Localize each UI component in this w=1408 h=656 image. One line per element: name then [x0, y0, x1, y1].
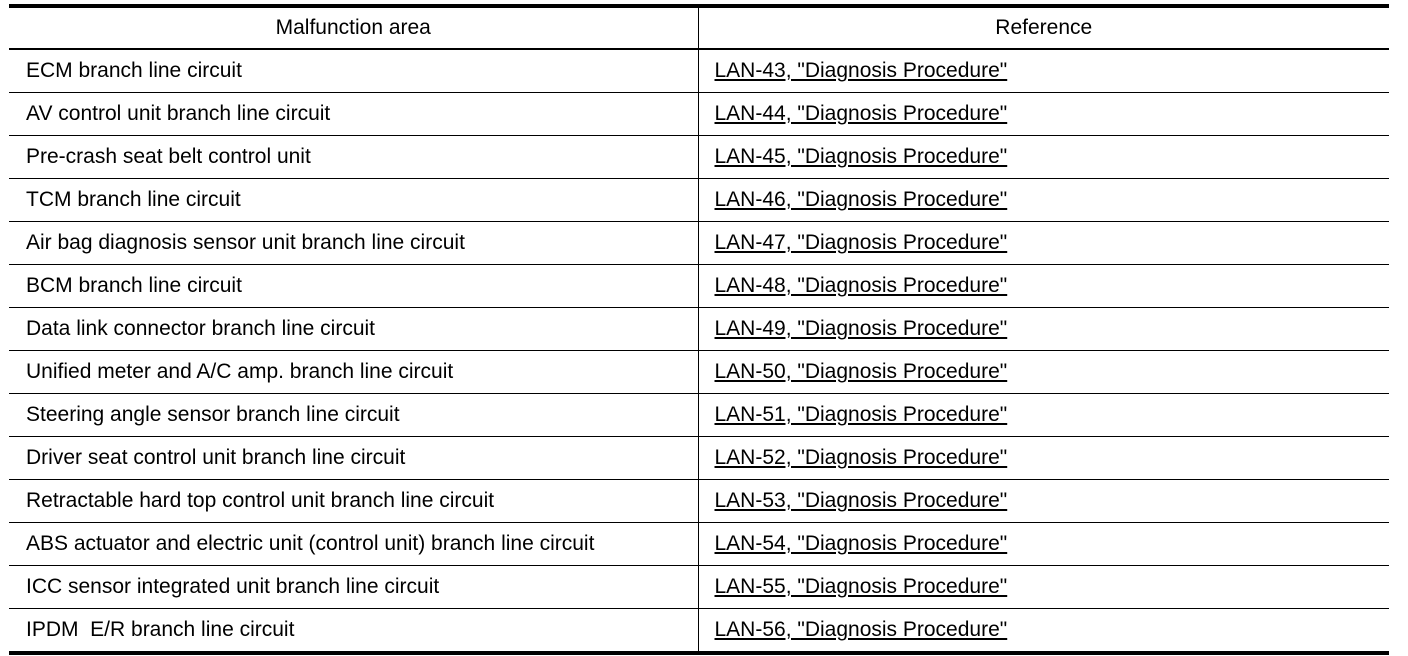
table-row: [9, 49, 1389, 93]
reference-cell: [698, 480, 1389, 523]
reference-cell: [698, 222, 1389, 265]
malfunction-area-cell: BCM branch line circuit: [9, 265, 698, 308]
reference-cell: [698, 308, 1389, 351]
malfunction-area-cell: Steering angle sensor branch line circuit: [9, 394, 698, 437]
reference-cell: [698, 179, 1389, 222]
malfunction-area-cell: ICC sensor integrated unit branch line circuit: [9, 566, 698, 609]
malfunction-area-cell: ABS actuator and electric unit (control unit) branch line circuit: [9, 523, 698, 566]
reference-cell: [698, 136, 1389, 179]
reference-cell: [698, 265, 1389, 308]
reference-cell: [698, 523, 1389, 566]
reference-link[interactable]: LAN-44, "Diagnosis Procedure": [714, 102, 1008, 125]
table-row: [9, 609, 1389, 654]
header-reference: Reference: [698, 6, 1389, 49]
reference-link[interactable]: LAN-43, "Diagnosis Procedure": [714, 59, 1008, 82]
malfunction-area-cell: IPDM E/R branch line circuit: [9, 609, 698, 654]
table-row: [9, 351, 1389, 394]
reference-cell: [698, 93, 1389, 136]
reference-link[interactable]: LAN-55, "Diagnosis Procedure": [714, 575, 1008, 598]
reference-link[interactable]: LAN-47, "Diagnosis Procedure": [714, 231, 1008, 254]
table-header: [9, 6, 1389, 49]
table-row: [9, 179, 1389, 222]
reference-cell: [698, 49, 1389, 93]
header-malfunction-area: Malfunction area: [9, 6, 698, 49]
table-row: [9, 308, 1389, 351]
reference-cell: [698, 437, 1389, 480]
table-row: [9, 480, 1389, 523]
header-row: [9, 6, 1389, 49]
reference-link[interactable]: LAN-51, "Diagnosis Procedure": [714, 403, 1008, 426]
table-row: [9, 222, 1389, 265]
malfunction-area-cell: Data link connector branch line circuit: [9, 308, 698, 351]
reference-link[interactable]: LAN-50, "Diagnosis Procedure": [714, 360, 1008, 383]
table-row: [9, 394, 1389, 437]
malfunction-area-cell: Pre-crash seat belt control unit: [9, 136, 698, 179]
table-row: [9, 566, 1389, 609]
reference-cell: [698, 351, 1389, 394]
malfunction-area-cell: Driver seat control unit branch line circuit: [9, 437, 698, 480]
table-row: [9, 265, 1389, 308]
reference-link[interactable]: LAN-45, "Diagnosis Procedure": [714, 145, 1008, 168]
reference-cell: [698, 609, 1389, 654]
reference-link[interactable]: LAN-56, "Diagnosis Procedure": [714, 618, 1008, 641]
reference-cell: [698, 394, 1389, 437]
malfunction-area-cell: Air bag diagnosis sensor unit branch line circuit: [9, 222, 698, 265]
table-row: [9, 523, 1389, 566]
table-body: [9, 49, 1389, 653]
malfunction-area-cell: TCM branch line circuit: [9, 179, 698, 222]
reference-link[interactable]: LAN-49, "Diagnosis Procedure": [714, 317, 1008, 340]
malfunction-reference-table: [9, 4, 1389, 655]
malfunction-area-cell: ECM branch line circuit: [9, 49, 698, 93]
table-row: [9, 136, 1389, 179]
malfunction-area-cell: Unified meter and A/C amp. branch line circuit: [9, 351, 698, 394]
reference-link[interactable]: LAN-46, "Diagnosis Procedure": [714, 188, 1008, 211]
reference-link[interactable]: LAN-53, "Diagnosis Procedure": [714, 489, 1008, 512]
malfunction-area-cell: Retractable hard top control unit branch line circuit: [9, 480, 698, 523]
reference-link[interactable]: LAN-48, "Diagnosis Procedure": [714, 274, 1008, 297]
malfunction-area-cell: AV control unit branch line circuit: [9, 93, 698, 136]
table-row: [9, 93, 1389, 136]
reference-link[interactable]: LAN-52, "Diagnosis Procedure": [714, 446, 1008, 469]
reference-cell: [698, 566, 1389, 609]
reference-link[interactable]: LAN-54, "Diagnosis Procedure": [714, 532, 1008, 555]
table-row: [9, 437, 1389, 480]
